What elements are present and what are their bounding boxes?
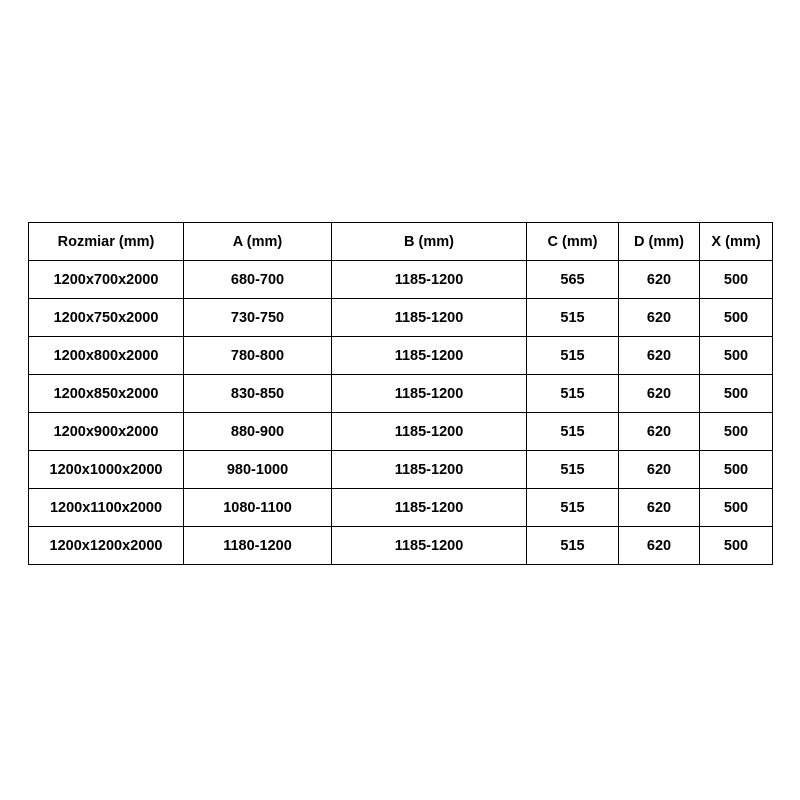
cell-d: 620 [619, 489, 700, 527]
table-row [29, 489, 773, 527]
cell-d: 620 [619, 375, 700, 413]
table-row [29, 337, 773, 375]
cell-b: 1185-1200 [332, 299, 527, 337]
cell-x: 500 [700, 527, 773, 565]
size-table [28, 222, 773, 565]
cell-c: 515 [527, 451, 619, 489]
cell-a: 980-1000 [184, 451, 332, 489]
column-header-a: A (mm) [184, 223, 332, 261]
cell-b: 1185-1200 [332, 451, 527, 489]
table-row [29, 527, 773, 565]
cell-d: 620 [619, 527, 700, 565]
cell-size: 1200x1000x2000 [29, 451, 184, 489]
cell-c: 515 [527, 337, 619, 375]
cell-d: 620 [619, 451, 700, 489]
cell-b: 1185-1200 [332, 261, 527, 299]
cell-a: 680-700 [184, 261, 332, 299]
cell-a: 1180-1200 [184, 527, 332, 565]
cell-x: 500 [700, 299, 773, 337]
cell-x: 500 [700, 337, 773, 375]
cell-b: 1185-1200 [332, 489, 527, 527]
table-row [29, 451, 773, 489]
table-row [29, 375, 773, 413]
table-row [29, 413, 773, 451]
cell-a: 830-850 [184, 375, 332, 413]
cell-x: 500 [700, 375, 773, 413]
column-header-x: X (mm) [700, 223, 773, 261]
cell-b: 1185-1200 [332, 337, 527, 375]
cell-c: 515 [527, 375, 619, 413]
cell-size: 1200x700x2000 [29, 261, 184, 299]
cell-size: 1200x900x2000 [29, 413, 184, 451]
cell-a: 780-800 [184, 337, 332, 375]
cell-size: 1200x750x2000 [29, 299, 184, 337]
cell-x: 500 [700, 489, 773, 527]
cell-a: 730-750 [184, 299, 332, 337]
table-row [29, 261, 773, 299]
cell-a: 1080-1100 [184, 489, 332, 527]
cell-c: 565 [527, 261, 619, 299]
table-body [29, 261, 773, 565]
size-table-container [28, 222, 772, 565]
cell-size: 1200x850x2000 [29, 375, 184, 413]
cell-d: 620 [619, 337, 700, 375]
cell-c: 515 [527, 299, 619, 337]
cell-b: 1185-1200 [332, 413, 527, 451]
cell-d: 620 [619, 261, 700, 299]
cell-x: 500 [700, 413, 773, 451]
cell-a: 880-900 [184, 413, 332, 451]
cell-c: 515 [527, 489, 619, 527]
cell-d: 620 [619, 299, 700, 337]
cell-size: 1200x1200x2000 [29, 527, 184, 565]
column-header-rozmiar: Rozmiar (mm) [29, 223, 184, 261]
cell-c: 515 [527, 527, 619, 565]
column-header-b: B (mm) [332, 223, 527, 261]
cell-size: 1200x800x2000 [29, 337, 184, 375]
table-header [29, 223, 773, 261]
cell-d: 620 [619, 413, 700, 451]
cell-c: 515 [527, 413, 619, 451]
cell-size: 1200x1100x2000 [29, 489, 184, 527]
column-header-d: D (mm) [619, 223, 700, 261]
cell-x: 500 [700, 261, 773, 299]
table-header-row [29, 223, 773, 261]
cell-b: 1185-1200 [332, 527, 527, 565]
table-row [29, 299, 773, 337]
cell-b: 1185-1200 [332, 375, 527, 413]
cell-x: 500 [700, 451, 773, 489]
column-header-c: C (mm) [527, 223, 619, 261]
